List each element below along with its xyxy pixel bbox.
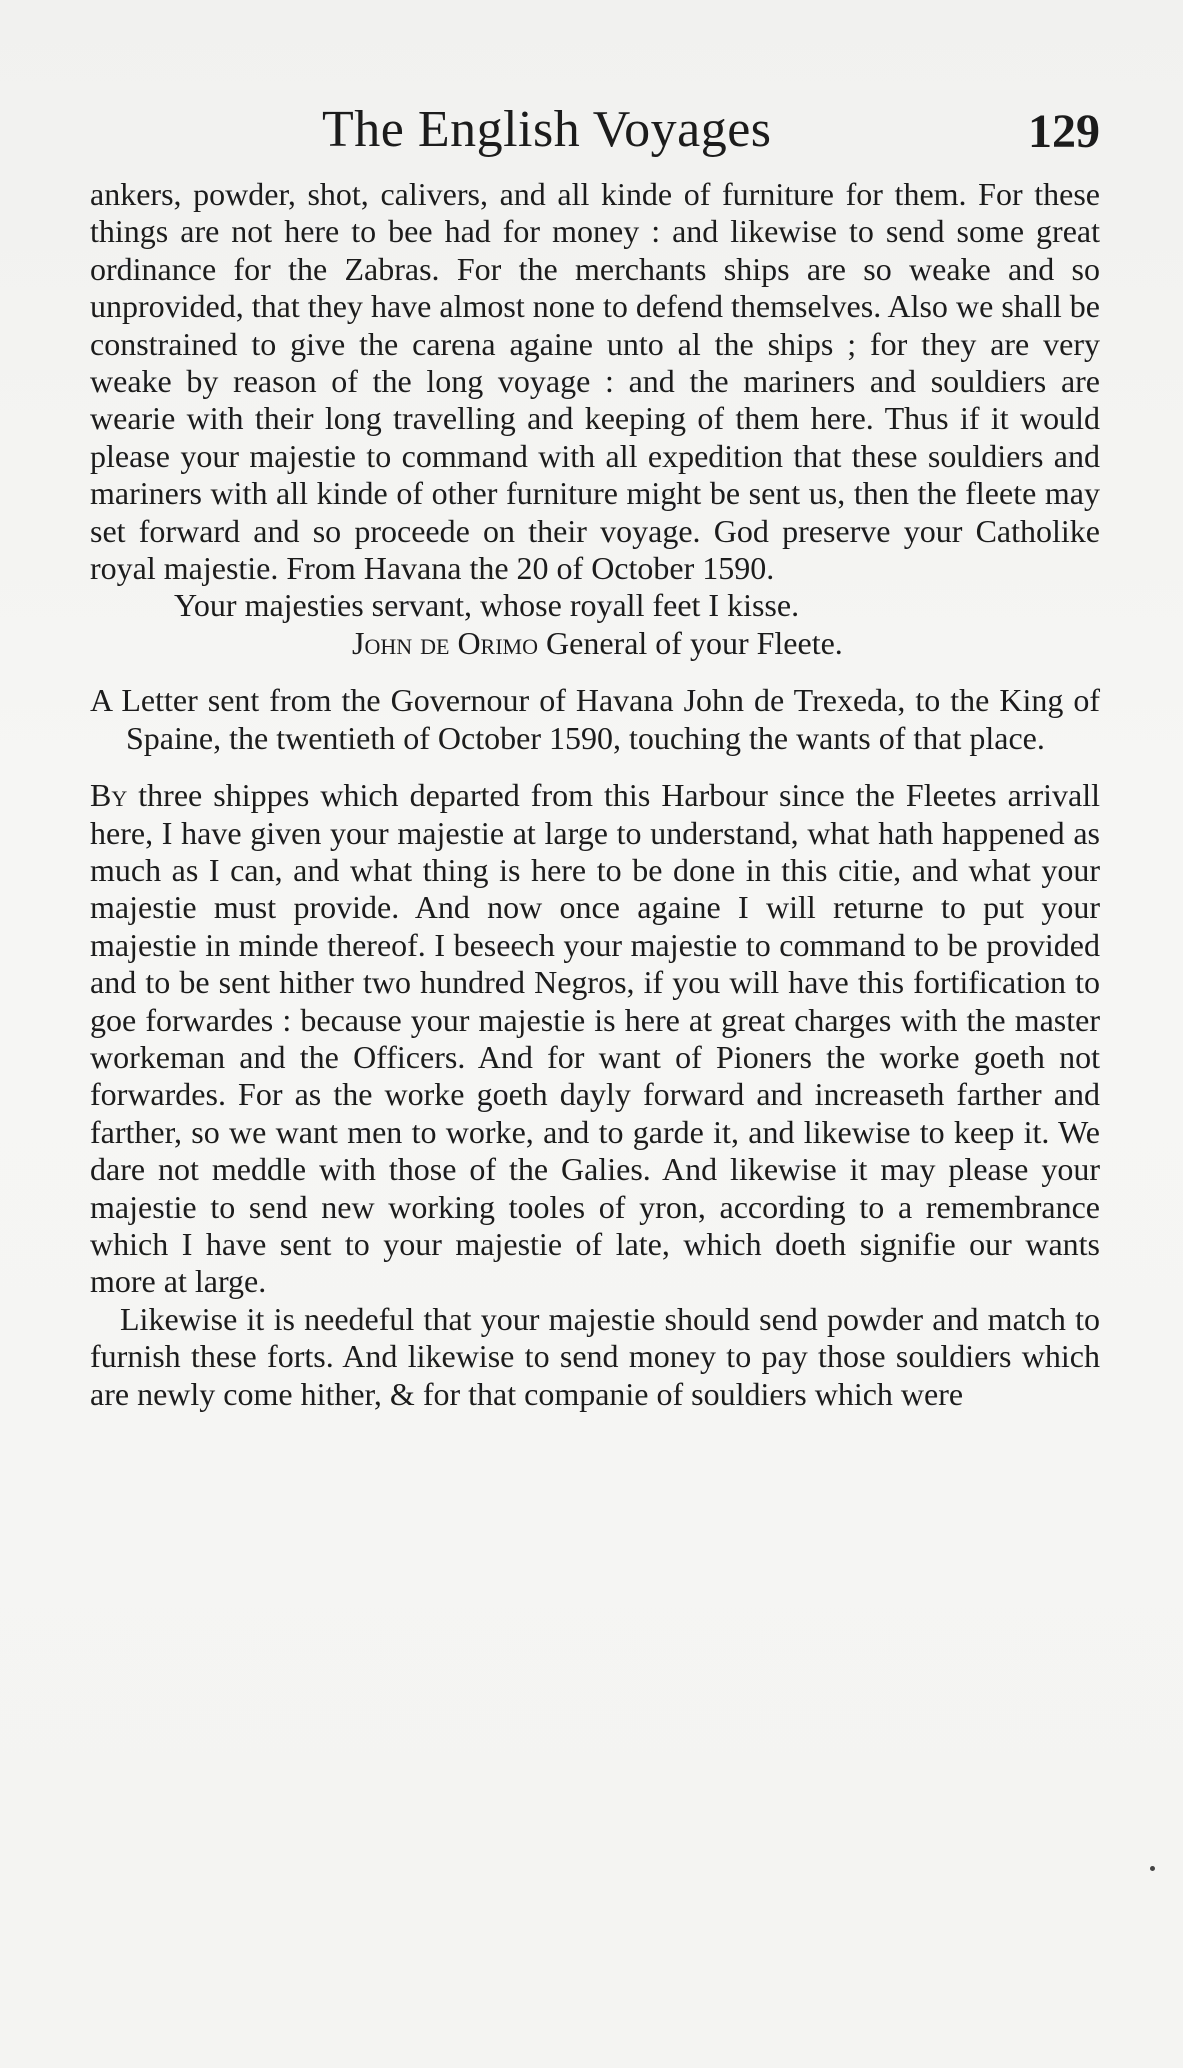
letter-heading: A Letter sent from the Governour of Havana John de Trexeda, to the King of Spaine, the twentieth of October 1590, touching the wants of that place. — [90, 682, 1100, 756]
paragraph-2-first-word: By — [90, 777, 128, 814]
signature-line: Your majesties servant, whose royall feet I kisse. — [174, 587, 800, 624]
signature-name: John de Orimo — [352, 624, 539, 661]
paragraph-3: Likewise it is needeful that your majestie should send powder and match to furnish these forts. And likewise to send money to pay those souldiers which are newly come hither, & for that companie of souldiers which were — [90, 1300, 1100, 1412]
running-title: The English Voyages — [322, 101, 772, 158]
page-body — [90, 176, 1100, 1413]
page-header — [90, 100, 1100, 180]
signature-block — [90, 625, 1100, 662]
signature-title: General of your Fleete. — [538, 624, 843, 661]
paragraph-2 — [90, 777, 1100, 1301]
paragraph-2-text: three shippes which departed from this Harbour since the Fleetes arrivall here, I have given your majestie at large to understand, what hath happened as much as I can, and what thing is here to be done in this citie, and what your majestie must provide. And now once againe I will returne to put your majestie in minde thereof. I beseech your majestie to command to be provided and to be sent hither two hundred Negros, if you will have this fortification to goe forwardes : because your majestie is here at great charges with the master workeman and the Officers. And for want of Pioners the worke goeth not forwardes. For as the worke goeth dayly forward and increaseth farther and farther, so we want men to worke, and to garde it, and likewise to keep it. We dare not meddle with those of the Galies. And likewise it may please your majestie to send new working tooles of yron, according to a remembrance which I have sent to your majestie of late, which doeth signifie our wants more at large. — [90, 777, 1100, 1300]
page-number: 129 — [1028, 105, 1100, 158]
ink-speck — [1150, 1866, 1155, 1871]
paragraph-1: ankers, powder, shot, calivers, and all kinde of furniture for them. For these things are not here to bee had for money : and likewise to send some great ordinance for the Zabras. For the merchants ships are so weake and so unprovided, that they have almost none to defend themselves. Also we shall be constrained to give the carena againe unto al the ships ; for they are very weake by reason of the long voyage : and the mariners and souldiers are wearie with their long travelling and keeping of them here. Thus if it would please your majestie to command with all expedition that these souldiers and mariners with all kinde of other furniture might be sent us, then the fleete may set forward and so proceede on their voyage. God preserve your Catholike royal majestie. From Havana the 20 of October 1590. — [90, 176, 1100, 587]
